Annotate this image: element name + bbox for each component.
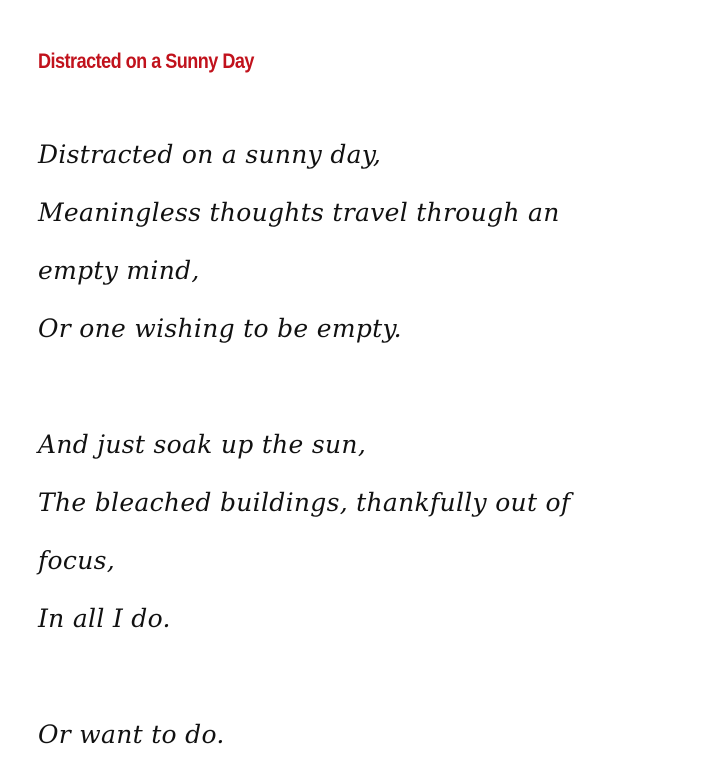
stanza-break xyxy=(38,372,698,430)
poem-line: empty mind, xyxy=(38,256,200,285)
poem-line: Or one wishing to be empty. xyxy=(38,314,402,343)
poem-line: In all I do. xyxy=(38,604,171,633)
poem-line: Distracted on a sunny day, xyxy=(38,140,382,169)
poem-line: focus, xyxy=(38,546,115,575)
stanza-break xyxy=(38,662,698,720)
poem-body xyxy=(38,140,698,778)
poem-title: Distracted on a Sunny Day xyxy=(38,50,254,73)
stanza-2 xyxy=(38,430,698,633)
poem-line: The bleached buildings, thankfully out of xyxy=(38,488,571,517)
poem-line: Meaningless thoughts travel through an xyxy=(38,198,560,227)
stanza-3 xyxy=(38,720,698,749)
poem-line: And just soak up the sun, xyxy=(38,430,367,459)
stanza-1 xyxy=(38,140,698,343)
poem-line: Or want to do. xyxy=(38,720,225,749)
